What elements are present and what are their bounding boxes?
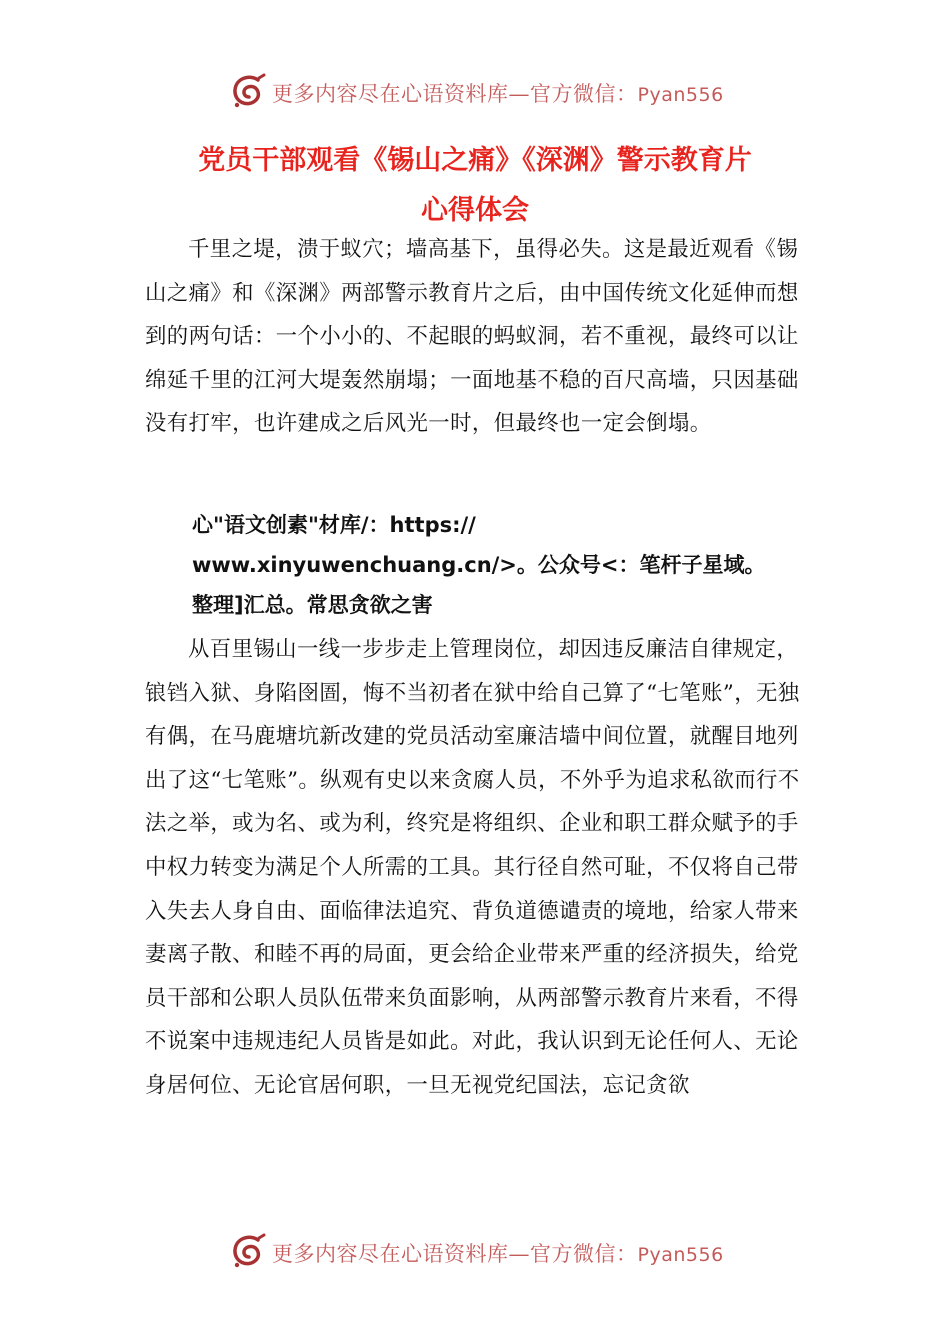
document-title-line1: 党员干部观看《锡山之痛》《深渊》警示教育片 (198, 145, 752, 176)
source-note-line-2: www.xinyuwenchuang.cn/>。公众号<：笔杆子星域。 (192, 553, 766, 577)
document-title-line2: 心得体会 (421, 195, 529, 226)
banner-text: 更多内容尽在心语资料库—官方微信：Pyan556 (272, 82, 724, 106)
wechat-id: Pyan556 (637, 84, 724, 106)
wechat-id: Pyan556 (637, 1244, 724, 1266)
source-note-line-1: 心"语文创素"材库/：https:// (192, 513, 476, 537)
body-paragraph-2: 从百里锡山一线一步步走上管理岗位，却因违反廉洁自律规定，锒铛入狱、身陷囹圄，悔不当初者在狱中给自己算了“七笔账”，无独有偶，在马鹿塘坑新改建的党员活动室廉洁墙中间位置，就醒目地列出了这“七笔账”。纵观有史以来贪腐人员，不外乎为追求私欲而行不法之举，或为名、或为利，终究是将组织、企业和职工群众赋予的手中权力转变为满足个人所需的工具。其行径自然可耻，不仅将自己带入失去人身自由、面临律法追究、背负道德谴责的境地，给家人带来妻离子散、和睦不再的局面，更会给企业带来严重的经济损失，给党员干部和公职人员队伍带来负面影响，从两部警示教育片来看，不得不说案中违规违纪人员皆是如此。对此，我认识到无论任何人、无论身居何位、无论官居何职，一旦无视党纪国法，忘记贪欲 (145, 637, 800, 1098)
ink-swirl-logo-icon (228, 1232, 268, 1272)
source-note (192, 505, 872, 625)
body-paragraph-1: 千里之堤，溃于蚁穴；墙高基下，虽得必失。这是最近观看《锡山之痛》和《深渊》两部警示教育片之后，由中国传统文化延伸而想到的两句话：一个小小的、不起眼的蚂蚁洞，若不重视，最终可以让绵延千里的江河大堤轰然崩塌；一面地基不稳的百尺高墙，只因基础没有打牢，也许建成之后风光一时，但最终也一定会倒塌。 (145, 237, 799, 437)
header-banner (0, 72, 950, 112)
ink-swirl-logo-icon (228, 72, 268, 112)
section-heading: 整理]汇总。常思贪欲之害 (192, 593, 433, 617)
banner-text: 更多内容尽在心语资料库—官方微信：Pyan556 (272, 1242, 724, 1266)
footer-banner (0, 1232, 950, 1272)
